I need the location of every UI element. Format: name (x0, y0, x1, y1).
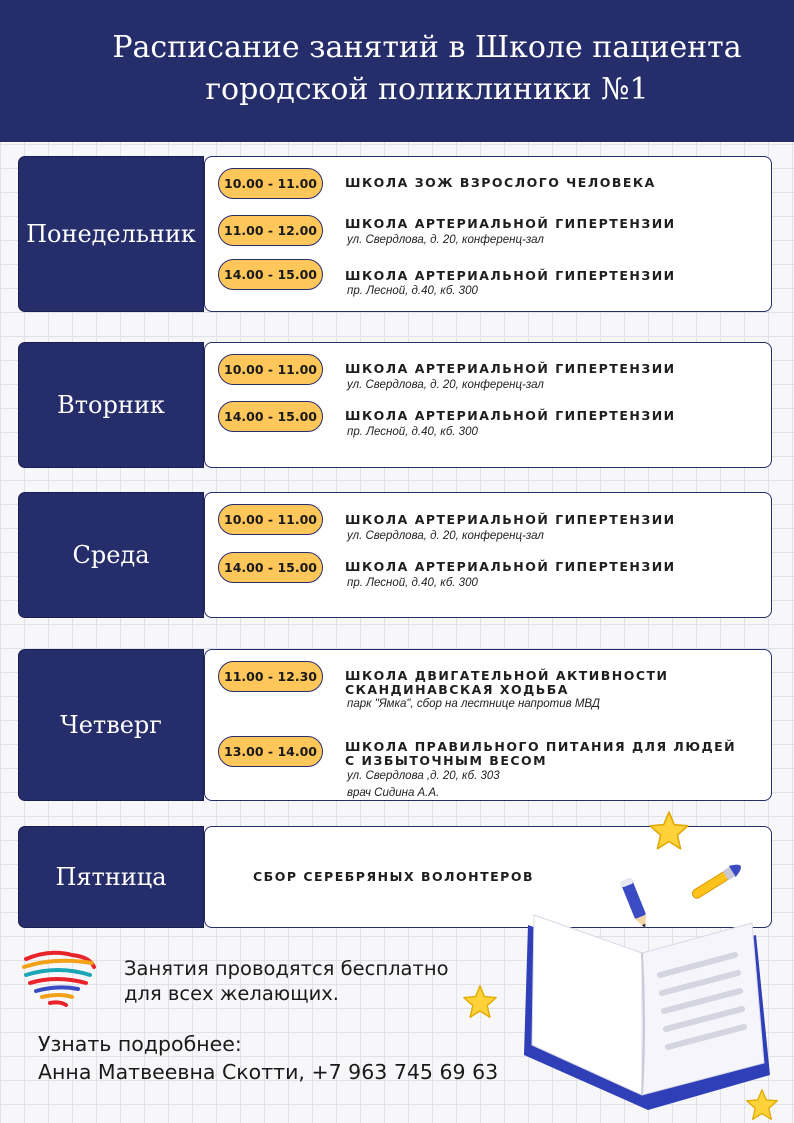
event-location: пр. Лесной, д.40, кб. 300 (347, 426, 478, 438)
event-title: ШКОЛА АРТЕРИАЛЬНОЙ ГИПЕРТЕНЗИИ (345, 268, 676, 283)
star-icon (462, 984, 498, 1020)
day-label-wednesday: Среда (18, 492, 204, 618)
free-note-line2: для всех желающих. (124, 982, 339, 1005)
event-title-line2: СКАНДИНАВСКАЯ ХОДЬБА (345, 682, 569, 697)
contact-label: Узнать подробнее: (38, 1032, 242, 1056)
contact-info (38, 1030, 498, 1086)
time-badge: 11.00 - 12.00 (218, 215, 323, 246)
event-location: ул. Свердлова, д. 20, конференц-зал (347, 379, 544, 391)
schedule-card-tuesday (204, 342, 772, 468)
event-title: ШКОЛА ЗОЖ ВЗРОСЛОГО ЧЕЛОВЕКА (345, 175, 656, 190)
event-title: ШКОЛА АРТЕРИАЛЬНОЙ ГИПЕРТЕНЗИИ (345, 512, 676, 527)
event-title: ШКОЛА АРТЕРИАЛЬНОЙ ГИПЕРТЕНЗИИ (345, 408, 676, 423)
star-icon (648, 810, 690, 852)
event-title: ШКОЛА АРТЕРИАЛЬНОЙ ГИПЕРТЕНЗИИ (345, 216, 676, 231)
day-label-thursday: Четверг (18, 649, 204, 801)
page-title-line2: городской поликлиники №1 (205, 72, 649, 107)
event-location: пр. Лесной, д.40, кб. 300 (347, 285, 478, 297)
time-badge: 11.00 - 12.30 (218, 661, 323, 692)
event-location: парк "Ямка", сбор на лестнице напротив МВД (347, 698, 600, 710)
event-location: пр. Лесной, д.40, кб. 300 (347, 577, 478, 589)
time-badge: 13.00 - 14.00 (218, 736, 323, 767)
heart-scribble-icon (20, 945, 98, 1009)
event-title: СБОР СЕРЕБРЯНЫХ ВОЛОНТЕРОВ (253, 869, 534, 884)
schedule-card-monday (204, 156, 772, 312)
event-title-line1: ШКОЛА ПРАВИЛЬНОГО ПИТАНИЯ ДЛЯ ЛЮДЕЙ (345, 739, 737, 754)
day-label-friday: Пятница (18, 826, 204, 928)
free-note (124, 956, 449, 1006)
event-doctor: врач Сидина А.А. (347, 787, 440, 799)
time-badge: 10.00 - 11.00 (218, 504, 323, 535)
paintbrush-icon (684, 852, 758, 904)
event-title-line1: ШКОЛА ДВИГАТЕЛЬНОЙ АКТИВНОСТИ (345, 668, 669, 683)
event-title: ШКОЛА АРТЕРИАЛЬНОЙ ГИПЕРТЕНЗИИ (345, 361, 676, 376)
schedule-card-wednesday (204, 492, 772, 618)
open-book-icon (520, 905, 775, 1115)
time-badge: 10.00 - 11.00 (218, 354, 323, 385)
free-note-line1: Занятия проводятся бесплатно (124, 957, 449, 980)
event-title-line2: С ИЗБЫТОЧНЫМ ВЕСОМ (345, 753, 548, 768)
event-title: ШКОЛА АРТЕРИАЛЬНОЙ ГИПЕРТЕНЗИИ (345, 559, 676, 574)
day-label-monday: Понедельник (18, 156, 204, 312)
event-location: ул. Свердлова, д. 20, конференц-зал (347, 234, 544, 246)
schedule-card-thursday (204, 649, 772, 801)
day-label-tuesday: Вторник (18, 342, 204, 468)
time-badge: 14.00 - 15.00 (218, 259, 323, 290)
contact-person: Анна Матвеевна Скотти, +7 963 745 69 63 (38, 1060, 499, 1084)
time-badge: 14.00 - 15.00 (218, 401, 323, 432)
event-location: ул. Свердлова, д. 20, конференц-зал (347, 530, 544, 542)
time-badge: 10.00 - 11.00 (218, 168, 323, 199)
page-header (0, 0, 794, 142)
page-title-line1: Расписание занятий в Школе пациента (112, 30, 742, 65)
event-location: ул. Свердлова ,д. 20, кб. 303 (347, 770, 500, 782)
time-badge: 14.00 - 15.00 (218, 552, 323, 583)
